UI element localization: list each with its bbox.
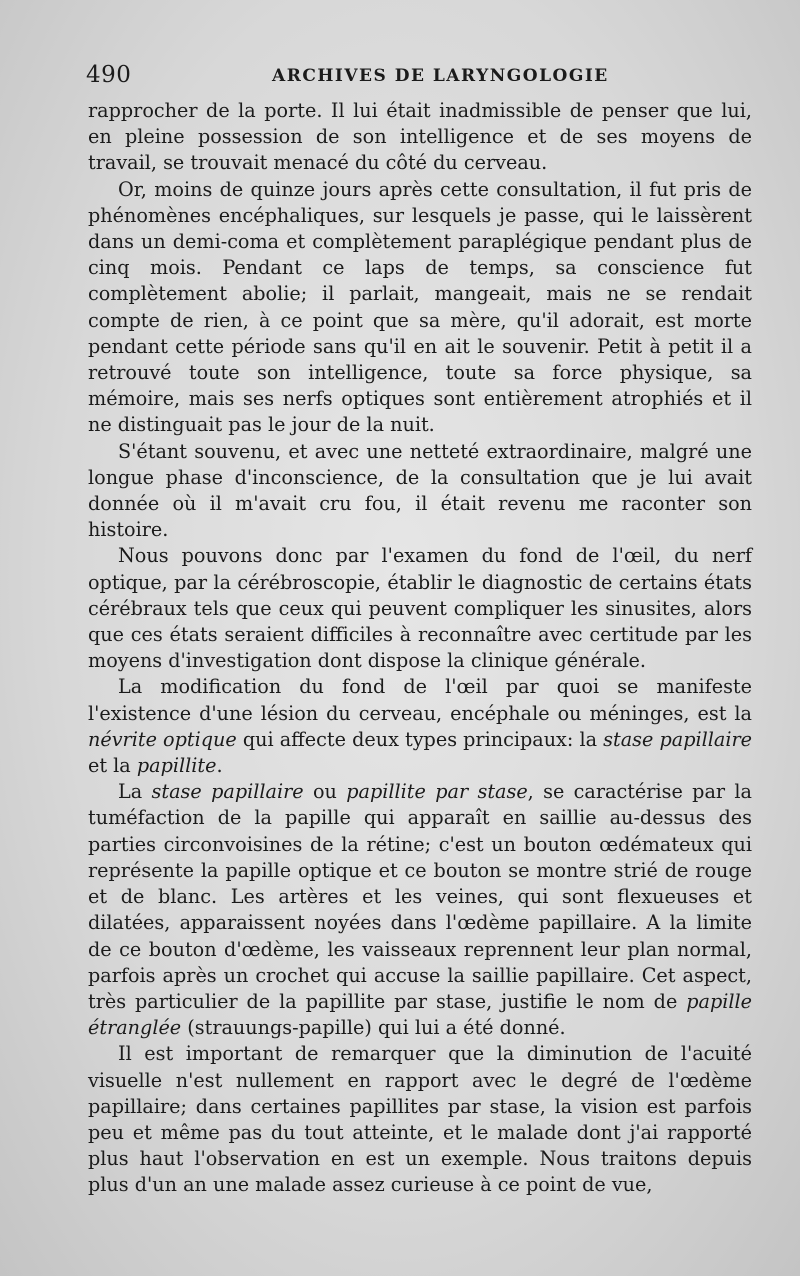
text-run: (strauungs-papille) qui lui a été donné. <box>181 1016 566 1040</box>
paragraph-1: rapprocher de la porte. Il lui était inadmissible de penser que lui, en pleine possession de son intelligence et de ses moyens de travail, se trouvait menacé du côté du cerveau. <box>88 99 752 175</box>
paragraph-7: Il est important de remarquer que la diminution de l'acuité visuelle n'est nullement en rapport avec le degré de l'œdème papillaire; dans certaines papillites par stase, la vision est parfois peu et même pas du tout atteinte, et le malade dont j'ai rapporté plus haut l'observation en est un exemple. Nous traitons depuis plus d'un an une malade assez curieuse à ce point de vue, <box>88 1042 752 1197</box>
text-run: La modification du fond de l'œil par quoi se manifeste l'existence d'une lésion du cerveau, encéphale ou méninges, est la <box>88 675 752 725</box>
italic-term-papillite: papillite <box>136 754 217 778</box>
text-run: , se caractérise par la tuméfaction de la papille qui apparaît en saillie au-dessus des parties circonvoisines de la rétine; c'est un bouton œdémateux qui représente la papille optique et ce bouton se montre strié de rouge et de blanc. Les artères et les veines, qui sont flexueuses et dilatées, apparaissent noyées dans l'œdème papillaire. A la limite de ce bouton d'œdème, les vaisseaux reprennent leur plan normal, parfois après un crochet qui accuse la saillie papillaire. Cet aspect, très particulier de la papillite par stase, justifie le nom de <box>88 780 752 1013</box>
page-number: 490 <box>86 62 132 88</box>
text-run: La <box>118 780 152 804</box>
italic-term-papille-etranglee: papille étranglée <box>88 989 752 1040</box>
italic-term-stase-papillaire: stase papillaire <box>603 727 752 751</box>
body-text <box>88 98 752 1199</box>
italic-term-nevrite-optique: névrite optique <box>88 727 237 751</box>
paragraph-3: S'étant souvenu, et avec une netteté extraordinaire, malgré une longue phase d'inconscience, de la consultation que je lui avait donnée où il m'avait cru fou, il était revenu me raconter son histoire. <box>88 439 752 542</box>
italic-term-stase-papillaire: stase papillaire <box>151 780 304 804</box>
italic-term-papillite-par-stase: papillite par stase <box>346 780 528 804</box>
page-header <box>86 62 756 92</box>
text-run: et la <box>88 754 137 778</box>
text-run: . <box>216 754 223 778</box>
paragraph-5 <box>88 674 752 779</box>
paragraph-6 <box>88 779 752 1041</box>
running-head: ARCHIVES DE LARYNGOLOGIE <box>272 66 609 86</box>
paragraph-4: Nous pouvons donc par l'examen du fond de l'œil, du nerf optique, par la cérébroscopie, établir le diagnostic de certains états cérébraux tels que ceux qui peuvent compliquer les sinusites, alors que ces états seraient difficiles à reconnaître avec certitude par les moyens d'investigation dont dispose la clinique générale. <box>88 544 752 673</box>
text-run: ou <box>303 780 347 804</box>
paragraph-2: Or, moins de quinze jours après cette consultation, il fut pris de phénomènes encéphaliques, sur lesquels je passe, qui le laissèrent dans un demi-coma et complètement paraplégique pendant plus de cinq mois. Pendant ce laps de temps, sa conscience fut complètement abolie; il parlait, mangeait, mais ne se rendait compte de rien, à ce point que sa mère, qu'il adorait, est morte pendant cette période sans qu'il en ait le souvenir. Petit à petit il a retrouvé toute son intelligence, toute sa force physique, sa mémoire, mais ses nerfs optiques sont entièrement atrophiés et il ne distinguait pas le jour de la nuit. <box>88 177 752 437</box>
text-run: qui affecte deux types principaux: la <box>236 727 604 751</box>
